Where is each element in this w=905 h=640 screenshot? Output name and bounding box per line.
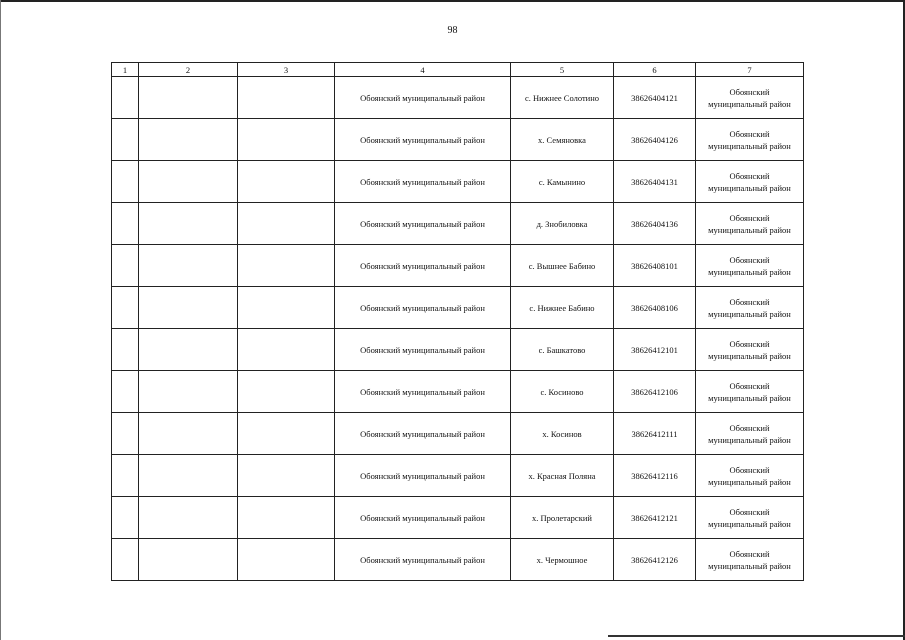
table-row	[112, 287, 804, 329]
cell-col3	[238, 371, 335, 413]
cell-code: 38626412116	[614, 455, 696, 497]
cell-code: 38626412121	[614, 497, 696, 539]
cell-col2	[139, 413, 238, 455]
cell-municipality: Обоянский муниципальный район	[696, 497, 804, 539]
table-row	[112, 77, 804, 119]
column-header-2: 2	[139, 63, 238, 77]
cell-district: Обоянский муниципальный район	[335, 245, 511, 287]
cell-settlement: с. Косиново	[511, 371, 614, 413]
cell-municipality: Обоянский муниципальный район	[696, 119, 804, 161]
cell-col3	[238, 119, 335, 161]
cell-col1	[112, 371, 139, 413]
cell-district: Обоянский муниципальный район	[335, 287, 511, 329]
scan-border-top	[0, 0, 905, 2]
table-row	[112, 413, 804, 455]
cell-settlement: х. Красная Поляна	[511, 455, 614, 497]
cell-code: 38626404136	[614, 203, 696, 245]
cell-settlement: с. Камынино	[511, 161, 614, 203]
scan-bottom-line	[608, 635, 905, 637]
cell-col1	[112, 161, 139, 203]
column-header-1: 1	[112, 63, 139, 77]
cell-municipality: Обоянский муниципальный район	[696, 539, 804, 581]
table-row	[112, 539, 804, 581]
table-row	[112, 455, 804, 497]
cell-col1	[112, 119, 139, 161]
cell-municipality: Обоянский муниципальный район	[696, 203, 804, 245]
cell-code: 38626404131	[614, 161, 696, 203]
cell-col1	[112, 245, 139, 287]
cell-municipality: Обоянский муниципальный район	[696, 77, 804, 119]
cell-municipality: Обоянский муниципальный район	[696, 329, 804, 371]
cell-settlement: д. Знобиловка	[511, 203, 614, 245]
cell-col1	[112, 203, 139, 245]
cell-municipality: Обоянский муниципальный район	[696, 161, 804, 203]
cell-col1	[112, 77, 139, 119]
cell-district: Обоянский муниципальный район	[335, 119, 511, 161]
cell-col1	[112, 539, 139, 581]
table-row	[112, 371, 804, 413]
table-row	[112, 329, 804, 371]
cell-district: Обоянский муниципальный район	[335, 539, 511, 581]
cell-district: Обоянский муниципальный район	[335, 329, 511, 371]
cell-settlement: х. Косинов	[511, 413, 614, 455]
cell-municipality: Обоянский муниципальный район	[696, 287, 804, 329]
cell-district: Обоянский муниципальный район	[335, 413, 511, 455]
scan-border-left	[0, 0, 1, 640]
cell-col1	[112, 413, 139, 455]
cell-col2	[139, 77, 238, 119]
table-row	[112, 119, 804, 161]
cell-col1	[112, 329, 139, 371]
cell-settlement: х. Семяновка	[511, 119, 614, 161]
header-row	[112, 63, 804, 77]
cell-district: Обоянский муниципальный район	[335, 497, 511, 539]
cell-col3	[238, 455, 335, 497]
cell-settlement: с. Вышнее Бабино	[511, 245, 614, 287]
cell-col3	[238, 329, 335, 371]
cell-col3	[238, 287, 335, 329]
cell-district: Обоянский муниципальный район	[335, 371, 511, 413]
cell-col3	[238, 539, 335, 581]
cell-settlement: с. Нижнее Бабино	[511, 287, 614, 329]
cell-settlement: с. Нижнее Солотино	[511, 77, 614, 119]
table-body	[112, 77, 804, 581]
column-header-4: 4	[335, 63, 511, 77]
cell-settlement: х. Чермошное	[511, 539, 614, 581]
cell-municipality: Обоянский муниципальный район	[696, 455, 804, 497]
cell-col3	[238, 497, 335, 539]
cell-district: Обоянский муниципальный район	[335, 77, 511, 119]
data-table	[111, 62, 804, 581]
cell-col2	[139, 539, 238, 581]
page-number: 98	[447, 25, 458, 36]
cell-col2	[139, 497, 238, 539]
cell-code: 38626408106	[614, 287, 696, 329]
cell-code: 38626412101	[614, 329, 696, 371]
cell-col2	[139, 287, 238, 329]
cell-col1	[112, 497, 139, 539]
table-row	[112, 245, 804, 287]
column-header-7: 7	[696, 63, 804, 77]
cell-code: 38626412126	[614, 539, 696, 581]
cell-code: 38626408101	[614, 245, 696, 287]
table-row	[112, 497, 804, 539]
cell-municipality: Обоянский муниципальный район	[696, 245, 804, 287]
cell-col3	[238, 413, 335, 455]
cell-col1	[112, 287, 139, 329]
cell-col2	[139, 371, 238, 413]
cell-col3	[238, 77, 335, 119]
cell-settlement: с. Башкатово	[511, 329, 614, 371]
cell-col3	[238, 203, 335, 245]
cell-col2	[139, 203, 238, 245]
cell-settlement: х. Пролетарский	[511, 497, 614, 539]
cell-code: 38626412111	[614, 413, 696, 455]
cell-code: 38626404121	[614, 77, 696, 119]
cell-col3	[238, 161, 335, 203]
cell-code: 38626404126	[614, 119, 696, 161]
column-header-6: 6	[614, 63, 696, 77]
cell-col2	[139, 245, 238, 287]
column-header-3: 3	[238, 63, 335, 77]
cell-col2	[139, 119, 238, 161]
cell-col2	[139, 329, 238, 371]
cell-municipality: Обоянский муниципальный район	[696, 371, 804, 413]
table-row	[112, 161, 804, 203]
table-row	[112, 203, 804, 245]
column-header-5: 5	[511, 63, 614, 77]
cell-district: Обоянский муниципальный район	[335, 161, 511, 203]
cell-col1	[112, 455, 139, 497]
cell-col2	[139, 161, 238, 203]
cell-col3	[238, 245, 335, 287]
cell-code: 38626412106	[614, 371, 696, 413]
cell-municipality: Обоянский муниципальный район	[696, 413, 804, 455]
cell-col2	[139, 455, 238, 497]
cell-district: Обоянский муниципальный район	[335, 455, 511, 497]
cell-district: Обоянский муниципальный район	[335, 203, 511, 245]
